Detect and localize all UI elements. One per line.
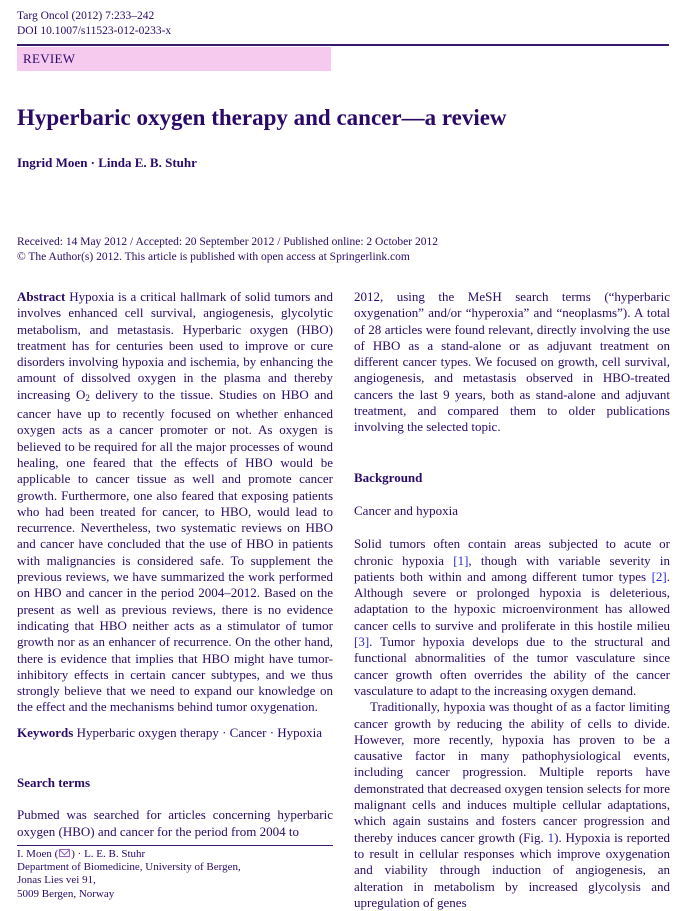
email-envelope-icon[interactable]	[59, 849, 70, 857]
citation-ref-3[interactable]: [3]	[354, 634, 370, 650]
background-paragraph-2	[354, 699, 670, 911]
search-terms-text-left: Pubmed was searched for articles concerning hyperbaric oxygen (HBO) and cancer for the period from 2004 to	[17, 807, 333, 839]
keywords-text: Hyperbaric oxygen therapy · Cancer · Hypoxia	[76, 724, 323, 740]
background-subheading: Cancer and hypoxia	[354, 502, 458, 518]
keywords	[17, 725, 333, 741]
copyright-line: © The Author(s) 2012. This article is published with open access at Springerlink.com	[17, 251, 410, 263]
article-type: REVIEW	[23, 51, 76, 66]
p2-text-a: Traditionally, hypoxia was thought of as a factor limiting cancer growth by reducing the ability of cells to divide. However, more recently, hypoxia has proven to be a causative factor in many pathophysiological events, including cancer progression. Multiple reports have demonstrated that decreased oxygen tension selects for more malignant cells and induces multiple cellular adaptations, which again sustains and fosters cancer progression and thereby induces cancer growth (Fig.	[354, 699, 670, 845]
article-type-banner	[17, 47, 331, 71]
abstract-text-b: delivery to the tissue. Studies on HBO and cancer have up to recently focused on whether enhanced oxygen acts as a cancer promoter or not. As oxygen is believed to be required for all the major processes of wound healing, one feared that the effects of HBO would be applicable to cancer tissue as well and promote cancer growth. Furthermore, one also feared that exposing patients who had been treated for cancer, to HBO, would lead to recurrence. Nevertheless, two systematic reviews on HBO and cancer have concluded that the use of HBO in patients with malignancies is considered safe. To supplement the previous reviews, we have summarized the work performed on HBO and cancer in the period 2004–2012. Based on the present as well as previous reviews, there is no evidence indicating that HBO neither acts as a stimulator of tumor growth nor as an enhancer of recurrence. On the other hand, there is evidence that implies that HBO might have tumor-inhibitory effects in certain cancer subtypes, and we thus strongly believe that we need to expand our knowledge on the effect and the mechanisms behind tumor oxygenation.	[17, 386, 334, 715]
left-column	[17, 289, 333, 840]
publication-dates: Received: 14 May 2012 / Accepted: 20 September 2012 / Published online: 2 October 2012	[17, 236, 438, 248]
keywords-label: Keywords	[17, 724, 74, 740]
doi: DOI 10.1007/s11523-012-0233-x	[17, 25, 172, 37]
p2-text-b: ). Hypoxia is reported to result in cellular responses which improve oxygenation and viability through induction of angiogenesis, an alteration in metabolism by increased glycolysis and upregulation of genes	[354, 829, 670, 910]
citation-ref-1[interactable]: [1]	[453, 552, 469, 568]
search-terms-text-right: 2012, using the MeSH search terms (“hyperbaric oxygenation” and/or “hyperoxia” and “neoplasms”). A total of 28 articles were found relevant, directly involving the use of HBO as a stand-alone or as adjuvant treatment on different cancer types. We focused on growth, cell survival, angiogenesis, and metastasis observed in HBO-treated cancers the last 9 years, both as stand-alone and adjuvant treatment, and compared them to older publications involving the selected topic.	[354, 289, 670, 435]
right-column	[354, 289, 670, 911]
search-terms-heading: Search terms	[17, 775, 91, 791]
author-affiliation	[17, 848, 241, 901]
background-paragraph-1	[354, 536, 670, 699]
p1-text-b: , though with variable severity in patients both within and among different tumor types	[354, 552, 670, 584]
p1-text-d: . Tumor hypoxia develops due to the structural and functional abnormalities of the tumor vasculature since cancer growth often overrides the ability of the cancer vasculature to adapt to the increasing oxygen demand.	[354, 634, 670, 698]
street-address: Jonas Lies vei 91,	[17, 874, 96, 887]
figure-ref-1[interactable]: 1	[547, 829, 555, 845]
journal-citation: Targ Oncol (2012) 7:233–242	[17, 10, 155, 22]
abstract-label: Abstract	[17, 289, 66, 304]
publication-info	[17, 235, 438, 265]
author-line-a: I. Moen (	[17, 848, 59, 860]
background-heading: Background	[354, 469, 423, 485]
p1-text-a: Solid tumors often contain areas subjected to acute or chronic hypoxia	[354, 536, 670, 568]
author-line-b: ) · L. E. B. Stuhr	[71, 848, 146, 860]
abstract-subscript: 2	[85, 392, 90, 403]
authors: Ingrid Moen · Linda E. B. Stuhr	[17, 155, 197, 170]
abstract-text-a: Hypoxia is a critical hallmark of solid tumors and involves enhanced cell survival, angiogenesis, glycolytic metabolism, and metastasis. Hyperbaric oxygen (HBO) treatment has for centuries been used to improve or cure disorders involving hypoxia and ischemia, by enhancing the amount of dissolved oxygen in the plasma and thereby increasing O	[17, 289, 334, 402]
city-address: 5009 Bergen, Norway	[17, 887, 115, 900]
abstract	[17, 289, 333, 716]
department: Department of Biomedicine, University of Bergen,	[17, 861, 241, 874]
journal-header	[17, 9, 171, 39]
p1-text-c: . Although severe or prolonged hypoxia is deleterious, adaptation to the hypoxic microenvironment has allowed cancer cells to survive and proliferate in this hostile milieu	[354, 568, 670, 633]
citation-ref-2[interactable]: [2]	[651, 568, 667, 584]
header-rule	[17, 44, 669, 46]
corresponding-author	[17, 848, 241, 861]
article-title: Hyperbaric oxygen therapy and cancer—a review	[17, 105, 507, 130]
